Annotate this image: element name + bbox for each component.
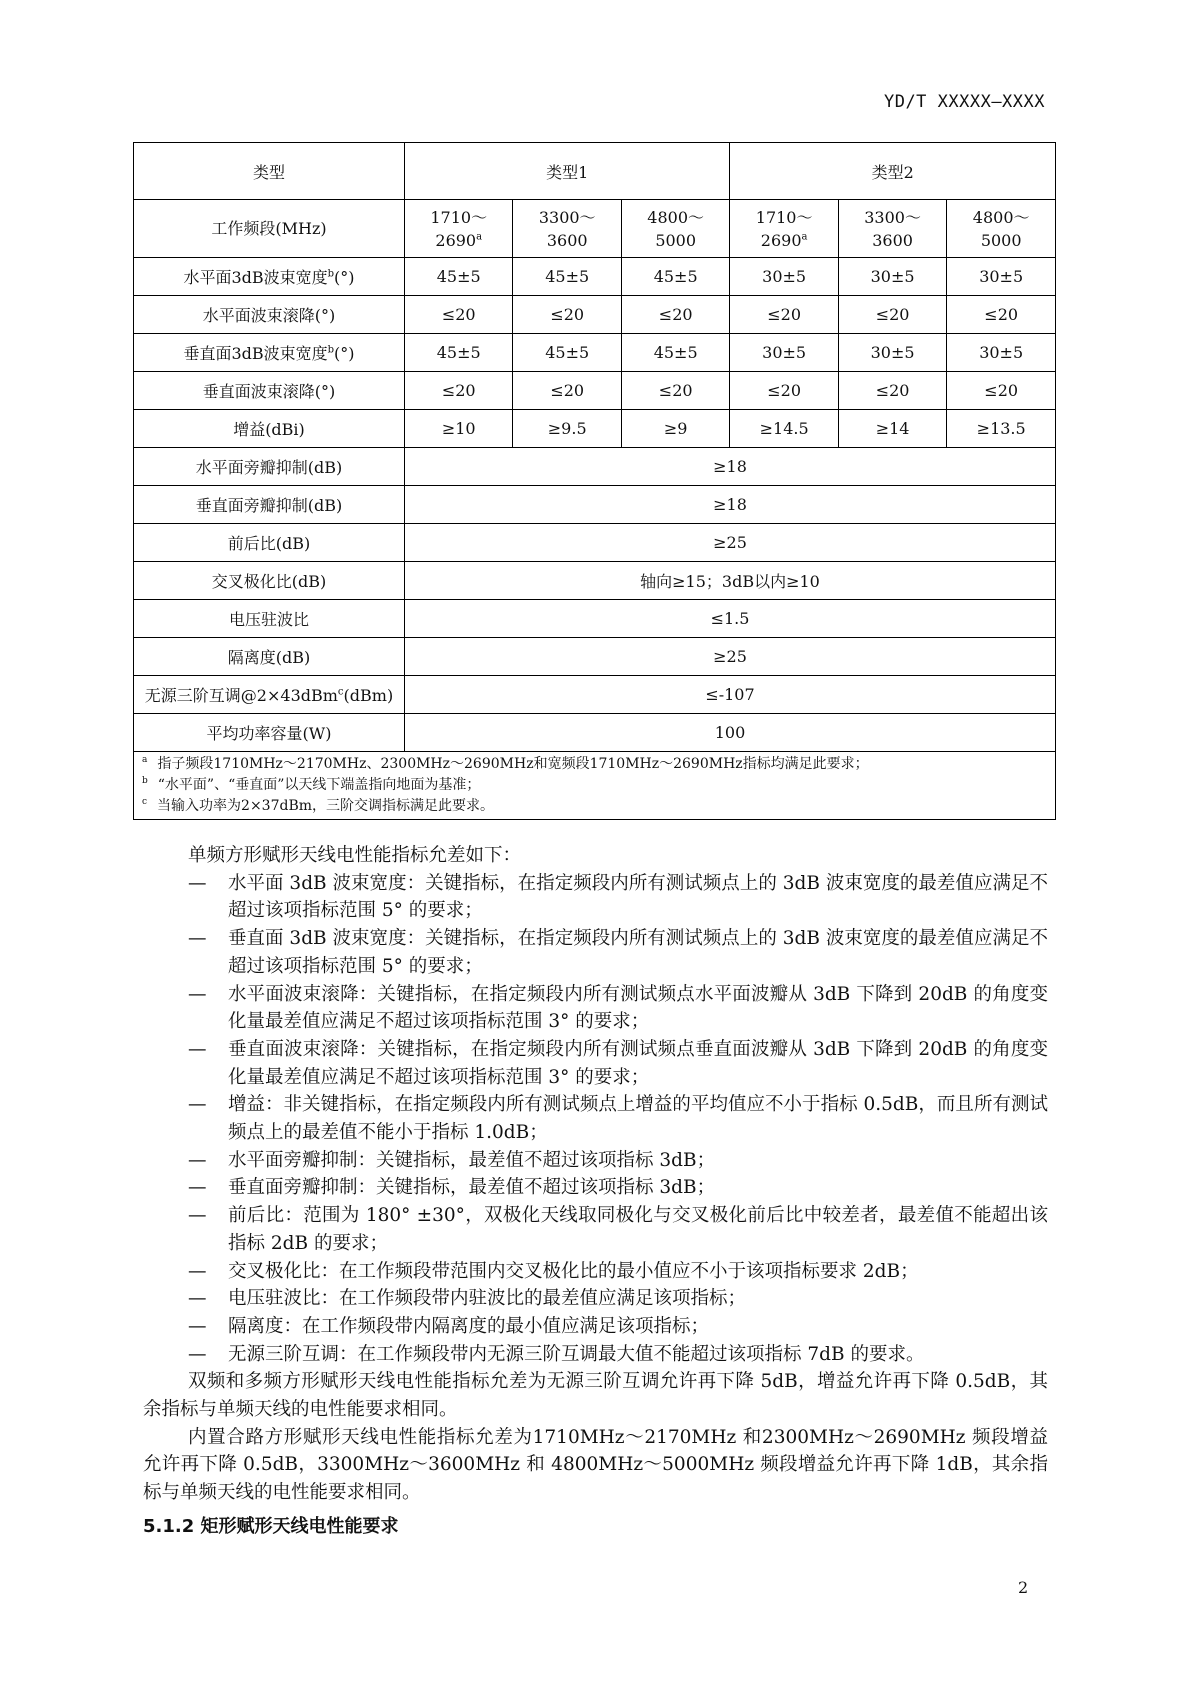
footnote-mark: a	[801, 231, 808, 243]
value-cell: ≤20	[621, 296, 729, 334]
row-label: 垂直面旁瓣抑制(dB)	[195, 496, 343, 515]
row-label-cell	[134, 600, 405, 638]
value-cell: ≤20	[405, 296, 513, 334]
table-note	[142, 775, 1047, 796]
value-cell: ≤20	[513, 296, 621, 334]
value-cell: 30±5	[730, 334, 838, 372]
band-label-cell: 工作频段(MHz)	[134, 200, 405, 258]
item-text: 水平面波束滚降：关键指标，在指定频段内所有测试频点水平面波瓣从 3dB 下降到 20dB 的角度变化量最差值应满足不超过该项指标范围 3° 的要求；	[228, 983, 1048, 1033]
table-note	[142, 754, 1047, 775]
band-line1: 1710～	[430, 207, 488, 227]
value-cell: ≥9.5	[513, 410, 621, 448]
row-label: 前后比(dB)	[227, 534, 311, 553]
band-line2: 2690	[760, 230, 802, 250]
row-label: 增益(dBi)	[233, 420, 305, 439]
item-text: 垂直面波束滚降：关键指标，在指定频段内所有测试频点垂直面波瓣从 3dB 下降到 20dB 的角度变化量最差值应满足不超过该项指标范围 3° 的要求；	[228, 1038, 1048, 1088]
footnote-mark: a	[476, 231, 483, 243]
band-row	[134, 200, 1056, 258]
footnote-mark: b	[142, 776, 148, 787]
dash-bullet: —	[188, 1260, 207, 1282]
requirement-item	[143, 1174, 1048, 1202]
row-label: 电压驻波比	[228, 610, 309, 629]
dash-bullet: —	[188, 983, 207, 1005]
table-row	[134, 676, 1056, 714]
table-row	[134, 486, 1056, 524]
row-label: 无源三阶互调@2×43dBm	[144, 686, 338, 705]
value-cell: ≥10	[405, 410, 513, 448]
requirement-item	[143, 1147, 1048, 1175]
table-header-row	[134, 143, 1056, 200]
table-notes-cell	[134, 752, 1056, 820]
band-cell	[838, 200, 946, 258]
value-cell: 45±5	[405, 334, 513, 372]
row-label-cell	[134, 714, 405, 752]
item-text: 电压驻波比：在工作频段带内驻波比的最差值应满足该项指标；	[228, 1288, 747, 1310]
value-cell: 30±5	[838, 258, 946, 296]
item-text: 垂直面 3dB 波束宽度：关键指标，在指定频段内所有测试频点上的 3dB 波束宽度的最差值应满足不超过该项指标范围 5° 的要求；	[228, 928, 1048, 977]
value-cell: 30±5	[947, 258, 1056, 296]
table-row	[134, 296, 1056, 334]
value-cell: ≤1.5	[405, 600, 1056, 638]
value-cell: ≤20	[947, 296, 1056, 334]
item-text: 增益：非关键指标，在指定频段内所有测试频点上增益的平均值应不小于指标 0.5dB，而且所有测试频点上的最差值不能小于指标 1.0dB；	[228, 1094, 1048, 1144]
requirement-item	[143, 925, 1048, 980]
value-cell: ≥9	[621, 410, 729, 448]
note-text: “水平面”、“垂直面”以天线下端盖指向地面为基准；	[157, 777, 481, 793]
table-row	[134, 562, 1056, 600]
value-cell: 轴向≥15；3dB以内≥10	[405, 562, 1056, 600]
body-text	[143, 842, 1048, 1507]
band-line1: 1710～	[755, 207, 813, 227]
value-cell: ≥13.5	[947, 410, 1056, 448]
type-header-cell: 类型	[134, 143, 405, 200]
item-text: 前后比：范围为 180° ±30°，双极化天线取同极化与交叉极化前后比中较差者，最差值不能超出该指标 2dB 的要求；	[228, 1205, 1048, 1254]
dash-bullet: —	[188, 1094, 207, 1116]
value-cell: ≤20	[838, 372, 946, 410]
value-cell: 45±5	[621, 334, 729, 372]
band-line2: 3600	[546, 230, 588, 250]
band-cell	[730, 200, 838, 258]
value-cell: 45±5	[405, 258, 513, 296]
row-label: 水平面3dB波束宽度	[183, 268, 328, 287]
value-cell: 30±5	[730, 258, 838, 296]
value-cell: 30±5	[838, 334, 946, 372]
value-cell: ≥14	[838, 410, 946, 448]
dash-bullet: —	[188, 1149, 207, 1171]
row-label-cell	[134, 258, 405, 296]
footnote-mark: a	[142, 755, 148, 766]
type1-header-cell: 类型1	[405, 143, 730, 200]
row-label: 交叉极化比(dB)	[211, 572, 327, 591]
row-label: 垂直面3dB波束宽度	[183, 344, 328, 363]
value-cell: 30±5	[947, 334, 1056, 372]
requirement-item	[143, 1285, 1048, 1313]
band-cell	[513, 200, 621, 258]
dash-bullet: —	[188, 928, 207, 950]
item-text: 隔离度：在工作频段带内隔离度的最小值应满足该项指标；	[228, 1315, 710, 1337]
requirement-item	[143, 1202, 1048, 1257]
table-row	[134, 410, 1056, 448]
value-cell: ≤20	[730, 372, 838, 410]
requirement-item	[143, 1036, 1048, 1091]
table-row	[134, 714, 1056, 752]
value-cell: ≤20	[838, 296, 946, 334]
value-cell: ≥18	[405, 486, 1056, 524]
value-cell: 45±5	[621, 258, 729, 296]
row-label-cell	[134, 562, 405, 600]
band-line2: 5000	[655, 230, 697, 250]
table-row	[134, 372, 1056, 410]
table-row	[134, 638, 1056, 676]
dash-bullet: —	[188, 1315, 207, 1337]
dash-bullet: —	[188, 1205, 207, 1227]
value-cell: ≥25	[405, 524, 1056, 562]
value-cell: ≤20	[730, 296, 838, 334]
value-cell: 100	[405, 714, 1056, 752]
table-row	[134, 258, 1056, 296]
row-label-cell	[134, 448, 405, 486]
band-cell	[947, 200, 1056, 258]
dash-bullet: —	[188, 1177, 207, 1199]
row-label-cell	[134, 676, 405, 714]
requirement-item	[143, 870, 1048, 925]
row-label-cell	[134, 296, 405, 334]
table-row	[134, 334, 1056, 372]
row-label: 垂直面波束滚降(°)	[202, 382, 336, 401]
row-label-cell	[134, 372, 405, 410]
band-line1: 4800～	[647, 207, 705, 227]
item-text: 无源三阶互调：在工作频段带内无源三阶互调最大值不能超过该项指标 7dB 的要求。	[228, 1343, 925, 1365]
note-text: 当输入功率为2×37dBm，三阶交调指标满足此要求。	[157, 798, 495, 814]
row-label: 平均功率容量(W)	[206, 724, 332, 743]
value-cell: ≤-107	[405, 676, 1056, 714]
row-label-cell	[134, 410, 405, 448]
table-row	[134, 524, 1056, 562]
requirement-item	[143, 981, 1048, 1036]
band-cell	[621, 200, 729, 258]
band-line2: 3600	[872, 230, 913, 250]
page-number: 2	[1018, 1578, 1029, 1597]
table-note	[142, 796, 1047, 817]
row-label-cell	[134, 486, 405, 524]
item-text: 交叉极化比：在工作频段带范围内交叉极化比的最小值应不小于该项指标要求 2dB；	[228, 1260, 919, 1282]
row-label-suffix: (°)	[334, 268, 355, 287]
row-label: 隔离度(dB)	[227, 648, 311, 667]
footnote-mark: b	[327, 268, 335, 280]
type2-header-cell: 类型2	[730, 143, 1056, 200]
band-line1: 3300～	[538, 207, 596, 227]
item-text: 水平面 3dB 波束宽度：关键指标，在指定频段内所有测试频点上的 3dB 波束宽度的最差值应满足不超过该项指标范围 5° 的要求；	[228, 872, 1048, 922]
footnote-mark: c	[142, 797, 148, 808]
dash-bullet: —	[188, 1288, 207, 1310]
value-cell: ≥18	[405, 448, 1056, 486]
dash-bullet: —	[188, 872, 207, 894]
requirement-item	[143, 1091, 1048, 1146]
row-label-cell	[134, 638, 405, 676]
note-text: 指子频段1710MHz～2170MHz、2300MHz～2690MHz和宽频段1710MHz～2690MHz指标均满足此要求；	[157, 756, 869, 772]
intro-paragraph: 单频方形赋形天线电性能指标允差如下：	[188, 845, 522, 866]
row-label-cell	[134, 334, 405, 372]
builtin-combiner-paragraph: 内置合路方形赋形天线电性能指标允差为1710MHz～2170MHz 和2300MHz～2690MHz 频段增益允许再下降 0.5dB，3300MHz～3600MHz 和 4800MHz～5000MHz 频段增益允许再下降 1dB，其余指标与单频天线的电性能要求相同。	[143, 1426, 1048, 1504]
item-text: 水平面旁瓣抑制：关键指标，最差值不超过该项指标 3dB；	[228, 1149, 716, 1171]
footnote-mark: c	[337, 686, 344, 698]
row-label-suffix: (°)	[334, 344, 355, 363]
value-cell: ≤20	[947, 372, 1056, 410]
section-heading: 5.1.2 矩形赋形天线电性能要求	[143, 1516, 399, 1537]
value-cell: 45±5	[513, 258, 621, 296]
antenna-spec-table	[133, 142, 1056, 820]
requirement-list	[143, 870, 1048, 1369]
table-row	[134, 600, 1056, 638]
value-cell: ≥25	[405, 638, 1056, 676]
row-label: 水平面波束滚降(°)	[202, 306, 336, 325]
requirement-item	[143, 1341, 1048, 1369]
footnote-mark: b	[327, 344, 335, 356]
band-line2: 5000	[980, 230, 1022, 250]
table-notes-row	[134, 752, 1056, 820]
value-cell: 45±5	[513, 334, 621, 372]
row-label-suffix: (dBm)	[343, 686, 394, 705]
value-cell: ≥14.5	[730, 410, 838, 448]
table-row	[134, 448, 1056, 486]
requirement-item	[143, 1313, 1048, 1341]
band-line2: 2690	[435, 230, 477, 250]
value-cell: ≤20	[513, 372, 621, 410]
row-label: 水平面旁瓣抑制(dB)	[195, 458, 343, 477]
dash-bullet: —	[188, 1343, 207, 1365]
requirement-item	[143, 1258, 1048, 1286]
document-id-header: YD/T XXXXX—XXXX	[883, 92, 1045, 112]
band-cell	[405, 200, 513, 258]
dual-band-paragraph: 双频和多频方形赋形天线电性能指标允差为无源三阶互调允许再下降 5dB，增益允许再下降 0.5dB，其余指标与单频天线的电性能要求相同。	[143, 1371, 1048, 1421]
dash-bullet: —	[188, 1038, 207, 1060]
band-line1: 3300～	[864, 207, 921, 227]
band-line1: 4800～	[972, 207, 1030, 227]
row-label-cell	[134, 524, 405, 562]
item-text: 垂直面旁瓣抑制：关键指标，最差值不超过该项指标 3dB；	[228, 1177, 716, 1199]
value-cell: ≤20	[405, 372, 513, 410]
value-cell: ≤20	[621, 372, 729, 410]
